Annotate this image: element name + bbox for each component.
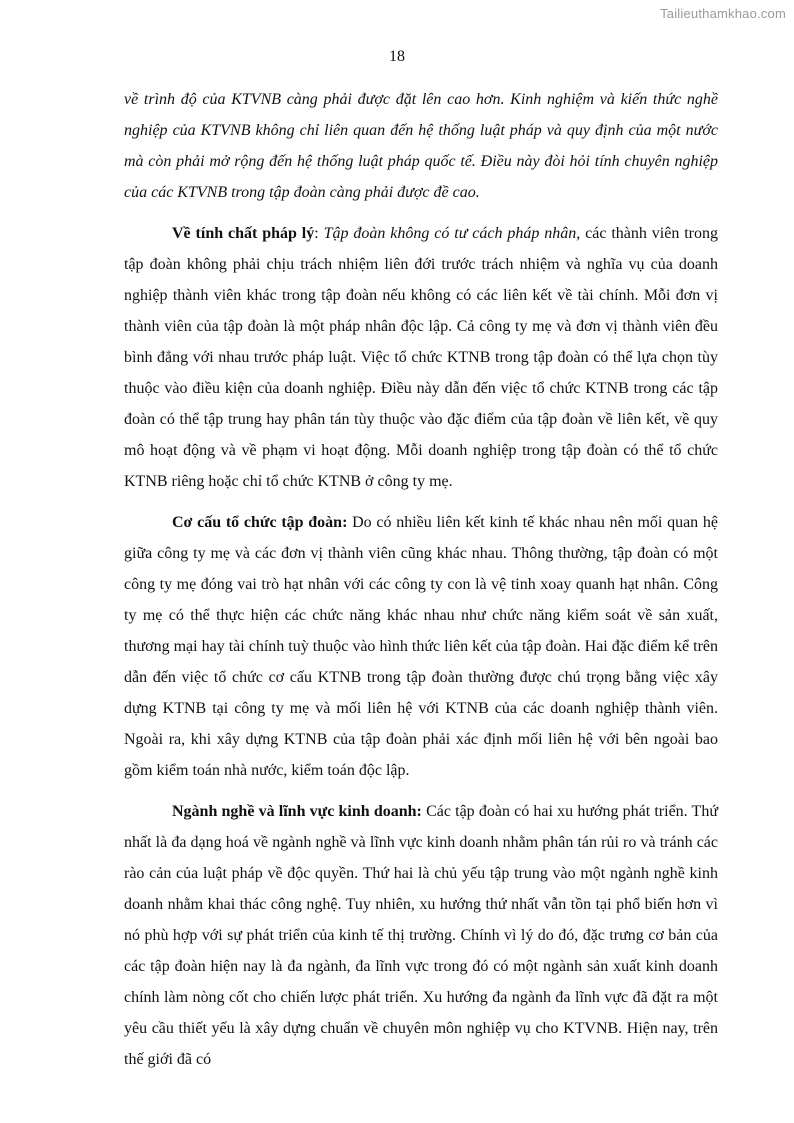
paragraph-body: Do có nhiều liên kết kinh tế khác nhau nên mối quan hệ giữa công ty mẹ và các đơn vị thành viên cũng khác nhau. Thông thường, tập đoàn có một công ty mẹ đóng vai trò hạt nhân với các công ty con là vệ tinh xoay quanh hạt nhân. Công ty mẹ có thể thực hiện các chức năng khác nhau như chức năng kiểm soát về sản xuất, thương mại hay tài chính tuỳ thuộc vào hình thức liên kết của tập đoàn. Hai đặc điểm kể trên dẫn đến việc tổ chức cơ cấu KTNB trong tập đoàn thường được chú trọng bằng việc xây dựng KTNB tại công ty mẹ và mối liên hệ với KTNB của các doanh nghiệp thành viên. Ngoài ra, khi xây dựng KTNB của tập đoàn phải xác định mối liên hệ với bên ngoài bao gồm kiểm toán nhà nước, kiểm toán độc lập. xyxy=(124,514,719,779)
watermark: Tailieuthamkhao.com xyxy=(660,6,786,21)
paragraph-org-structure xyxy=(124,507,718,786)
document-body xyxy=(124,84,718,1085)
section-heading: Về tính chất pháp lý xyxy=(172,225,315,242)
paragraph-body: Các tập đoàn có hai xu hướng phát triển. Thứ nhất là đa dạng hoá về ngành nghề và lĩnh vực kinh doanh nhằm phân tán rủi ro và tránh các rào cản của luật pháp về độc quyền. Thứ hai là chủ yếu tập trung vào một ngành nghề kinh doanh nhằm khai thác công nghệ. Tuy nhiên, xu hướng thứ nhất vẫn tồn tại phổ biến hơn vì nó phù hợp với sự phát triển của kinh tế thị trường. Chính vì lý do đó, đặc trưng cơ bản của các tập đoàn hiện nay là đa ngành, đa lĩnh vực trong đó có một ngành sản xuất kinh doanh chính làm nòng cốt cho chiến lược phát triển. Xu hướng đa ngành đa lĩnh vực đã đặt ra một yêu cầu thiết yếu là xây dựng chuẩn về chuyên môn nghiệp vụ cho KTVNB. Hiện nay, trên thế giới đã có xyxy=(124,803,719,1068)
paragraph-legal-nature xyxy=(124,218,718,497)
section-heading: Ngành nghề và lĩnh vực kinh doanh: xyxy=(172,803,422,820)
paragraph-body: , các thành viên trong tập đoàn không phải chịu trách nhiệm liên đới trước trách nhiệm và nghĩa vụ của doanh nghiệp thành viên khác trong tập đoàn nếu không có các liên kết về tài chính. Mỗi đơn vị thành viên của tập đoàn là một pháp nhân độc lập. Cả công ty mẹ và đơn vị thành viên đều bình đẳng với nhau trước pháp luật. Việc tổ chức KTNB trong tập đoàn có thể lựa chọn tùy thuộc vào điều kiện của doanh nghiệp. Điều này dẫn đến việc tổ chức KTNB trong các tập đoàn có thể tập trung hay phân tán tùy thuộc vào đặc điểm của tập đoàn về liên kết, về quy mô hoạt động và về phạm vi hoạt động. Mỗi doanh nghiệp trong tập đoàn có thể tổ chức KTNB riêng hoặc chỉ tổ chức KTNB ở công ty mẹ. xyxy=(124,225,718,490)
intro-paragraph: về trình độ của KTVNB càng phải được đặt lên cao hơn. Kinh nghiệm và kiến thức nghề nghiệp của KTVNB không chỉ liên quan đến hệ thống luật pháp và quy định của một nước mà còn phải mở rộng đến hệ thống luật pháp quốc tế. Điều này đòi hỏi tính chuyên nghiệp của các KTVNB trong tập đoàn càng phải được đề cao. xyxy=(124,91,718,201)
page-number: 18 xyxy=(389,48,405,65)
italic-lead: Tập đoàn không có tư cách pháp nhân xyxy=(323,225,577,242)
separator: : xyxy=(314,225,324,242)
paragraph-business-lines xyxy=(124,796,718,1075)
section-heading: Cơ cấu tổ chức tập đoàn: xyxy=(172,514,348,531)
